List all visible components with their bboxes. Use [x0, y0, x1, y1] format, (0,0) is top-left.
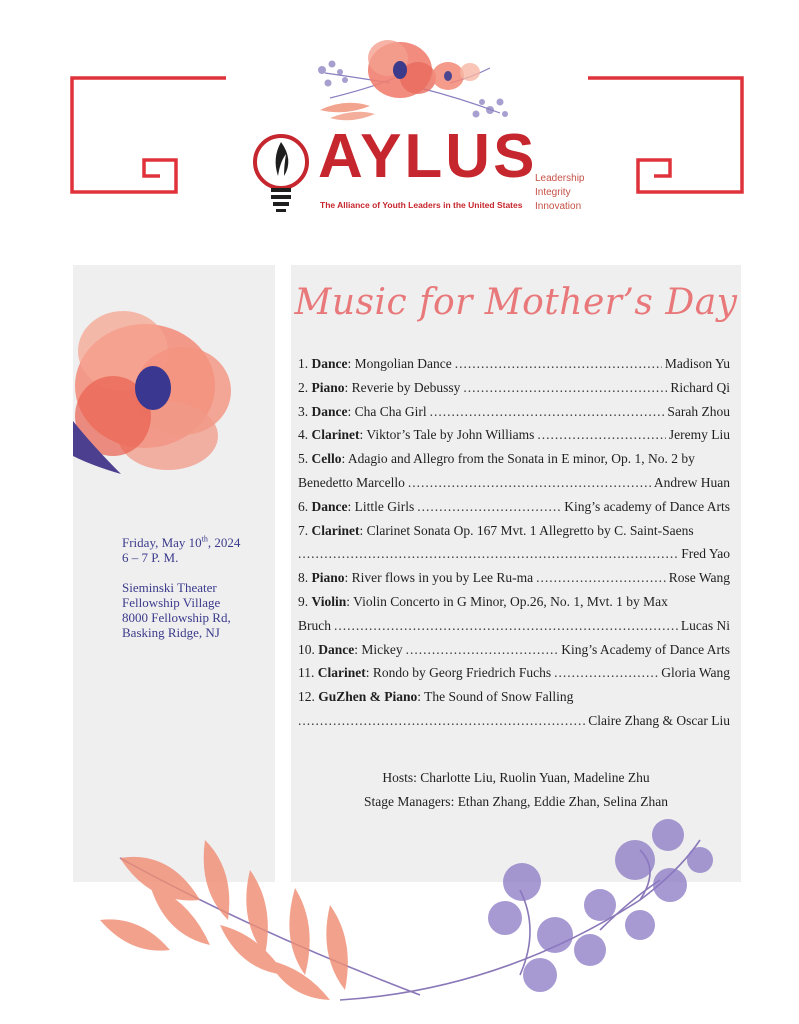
item-category: Clarinet — [311, 427, 360, 443]
item-number: 5. — [298, 451, 309, 467]
item-piece: : Mongolian Dance — [347, 356, 452, 371]
item-category: GuZhen & Piano — [318, 689, 418, 705]
item-piece: : Reverie by Debussy — [344, 379, 461, 395]
program-item — [298, 352, 730, 376]
event-date-year: , 2024 — [207, 535, 241, 550]
item-category: Cello — [311, 451, 342, 467]
org-full-name: The Alliance of Youth Leaders in the United States — [320, 200, 523, 210]
program-item — [298, 376, 730, 400]
item-performer: Gloria Wang — [661, 665, 730, 681]
item-number: 9. — [298, 593, 309, 609]
item-piece: : Violin Concerto in G Minor, Op.26, No. 1, Mvt. 1 by Max — [346, 593, 668, 609]
item-category: Clarinet — [317, 665, 366, 681]
side-poppy-decoration — [73, 296, 243, 486]
venue-line: Fellowship Village — [122, 595, 221, 610]
program-item — [298, 661, 730, 685]
program-item-continued — [298, 709, 730, 733]
stage-managers-line: Stage Managers: Ethan Zhang, Eddie Zhan, Selina Zhan — [363, 794, 669, 809]
leader-dots — [455, 352, 662, 376]
item-piece: : Cha Cha Girl — [347, 403, 427, 419]
leader-dots — [334, 614, 678, 638]
item-performer: Claire Zhang & Oscar Liu — [588, 712, 730, 728]
item-category: Dance — [311, 403, 348, 419]
item-number: 8. — [298, 570, 309, 586]
value-innovation: Innovation — [535, 201, 582, 212]
item-category: Dance — [311, 498, 348, 514]
item-piece: : Adagio and Allegro from the Sonata in E minor, Op. 1, No. 2 by — [341, 451, 695, 467]
item-category: Clarinet — [311, 522, 360, 538]
leader-dots — [408, 471, 651, 495]
venue-line: 8000 Fellowship Rd, — [122, 610, 231, 625]
item-number: 4. — [298, 427, 309, 443]
hosts-line: Hosts: Charlotte Liu, Ruolin Yuan, Madeline Zhu — [382, 770, 650, 785]
item-number: 2. — [298, 379, 309, 395]
item-category: Piano — [311, 379, 345, 395]
leader-dots — [298, 542, 678, 566]
leader-dots — [536, 566, 666, 590]
credits — [291, 766, 741, 814]
item-category: Dance — [311, 356, 348, 371]
leader-dots — [554, 661, 658, 685]
event-date — [122, 535, 272, 550]
item-performer: Andrew Huan — [653, 474, 730, 490]
item-category: Violin — [311, 593, 347, 609]
item-number: 12. — [298, 689, 315, 705]
leader-dots — [417, 495, 561, 519]
leader-dots — [537, 423, 666, 447]
item-category: Dance — [318, 641, 355, 657]
program-list — [298, 352, 730, 733]
program-item — [298, 519, 730, 543]
program-item — [298, 400, 730, 424]
item-category: Piano — [311, 570, 345, 586]
org-name: AYLUS — [318, 122, 538, 191]
leader-dots — [298, 709, 585, 733]
program-item-continued — [298, 471, 730, 495]
item-number: 1. — [298, 356, 309, 371]
item-piece: : Little Girls — [347, 498, 415, 514]
item-performer: King’s academy of Dance Arts — [564, 498, 730, 514]
item-performer: Fred Yao — [681, 546, 730, 562]
leader-dots — [463, 376, 667, 400]
program-item-continued — [298, 614, 730, 638]
item-number: 10. — [298, 641, 315, 657]
value-integrity: Integrity — [535, 187, 571, 198]
program-item — [298, 447, 730, 471]
item-performer: Rose Wang — [668, 570, 730, 586]
event-date-day: Friday, May 10 — [122, 535, 202, 550]
item-number: 6. — [298, 498, 309, 514]
item-performer: Madison Yu — [664, 356, 730, 371]
item-number: 11. — [298, 665, 315, 681]
org-values — [535, 172, 584, 214]
item-piece: : Viktor’s Tale by John Williams — [359, 427, 535, 443]
item-performer: King’s Academy of Dance Arts — [561, 641, 730, 657]
event-details — [122, 535, 272, 640]
venue-line: Basking Ridge, NJ — [122, 625, 220, 640]
item-piece: : The Sound of Snow Falling — [417, 689, 574, 705]
item-piece: : Rondo by Georg Friedrich Fuchs — [365, 665, 552, 681]
program-item — [298, 590, 730, 614]
program-title: Music for Mother’s Day — [294, 282, 738, 323]
item-piece: : Mickey — [354, 641, 403, 657]
venue-line: Sieminski Theater — [122, 580, 217, 595]
item-piece: : Clarinet Sonata Op. 167 Mvt. 1 Allegretto by C. Saint-Saens — [359, 522, 694, 538]
program-item — [298, 495, 730, 519]
item-performer: Jeremy Liu — [668, 427, 730, 443]
leader-dots — [430, 400, 665, 424]
program-item — [298, 566, 730, 590]
program-item — [298, 423, 730, 447]
item-piece-continued: Bruch — [298, 617, 331, 633]
lightbulb-torch-icon — [250, 132, 312, 216]
program-item — [298, 638, 730, 662]
item-number: 7. — [298, 522, 309, 538]
item-piece: : River flows in you by Lee Ru-ma — [344, 570, 534, 586]
event-date-suffix: th — [201, 534, 208, 544]
event-time: 6 – 7 P. M. — [122, 550, 179, 565]
poppy-flower-decoration — [300, 28, 520, 128]
item-performer: Richard Qi — [670, 379, 730, 395]
item-performer: Lucas Ni — [680, 617, 730, 633]
item-piece-continued: Benedetto Marcello — [298, 474, 405, 490]
item-number: 3. — [298, 403, 309, 419]
item-performer: Sarah Zhou — [667, 403, 730, 419]
value-leadership: Leadership — [535, 173, 585, 184]
program-item — [298, 685, 730, 709]
leader-dots — [406, 638, 559, 662]
program-item-continued — [298, 542, 730, 566]
